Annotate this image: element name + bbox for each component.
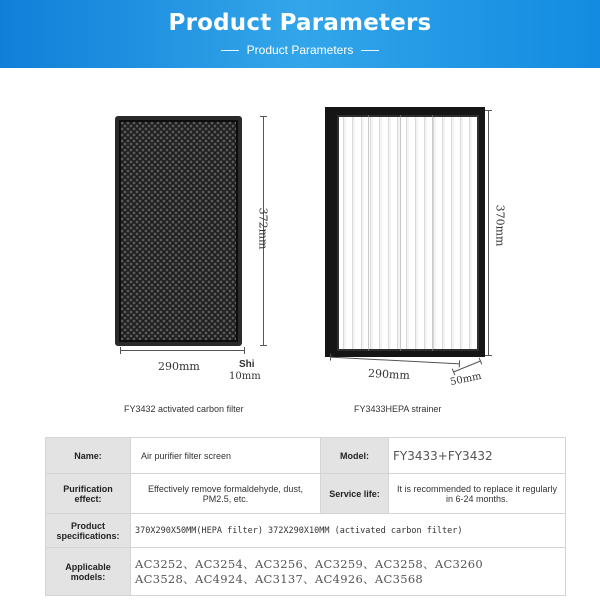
applicable-models-label: Applicable models:	[46, 548, 131, 596]
banner-subtitle: Product Parameters	[246, 43, 354, 57]
header-banner	[0, 0, 600, 68]
applicable-models-line-2: AC3528、AC4924、AC3137、AC4926、AC3568	[135, 571, 424, 586]
applicable-models-value	[131, 548, 566, 596]
product-specifications-label: Product specifications:	[46, 514, 131, 548]
hepa-thickness-label: 50mm	[449, 370, 483, 389]
hepa-filter-caption: FY3433HEPA strainer	[354, 404, 442, 414]
table-row	[46, 438, 566, 474]
carbon-thickness-note: Shi	[239, 359, 255, 370]
hepa-width-label: 290mm	[367, 366, 411, 383]
hepa-filter-image	[325, 107, 485, 357]
hepa-height-label: 370mm	[493, 204, 507, 247]
name-value: Air purifier filter screen	[131, 438, 321, 474]
carbon-width-label: 290mm	[158, 360, 200, 373]
purification-effect-label: Purification effect:	[46, 474, 131, 514]
service-life-value: It is recommended to replace it regularly in 6-24 months.	[389, 474, 566, 514]
model-value: FY3433+FY3432	[389, 438, 566, 474]
carbon-filter-caption: FY3432 activated carbon filter	[124, 404, 244, 414]
left-divider	[221, 50, 239, 51]
carbon-height-label: 372mm	[256, 207, 270, 250]
table-row	[46, 474, 566, 514]
applicable-models-line-1: AC3252、AC3254、AC3256、AC3259、AC3258、AC3260	[135, 556, 484, 571]
name-label: Name:	[46, 438, 131, 474]
carbon-width-dimension-line	[120, 350, 245, 351]
banner-subtitle-row	[0, 43, 600, 57]
hepa-height-dimension-line	[488, 110, 489, 356]
activated-carbon-filter-image	[115, 116, 242, 346]
service-life-label: Service life:	[321, 474, 389, 514]
purification-effect-value: Effectively remove formaldehyde, dust, PM2.5, etc.	[131, 474, 321, 514]
product-specifications-value: 370X290X50MM(HEPA filter) 372X290X10MM (activated carbon filter)	[131, 514, 566, 548]
right-divider	[361, 50, 379, 51]
model-label: Model:	[321, 438, 389, 474]
carbon-thickness-label: 10mm	[229, 371, 261, 382]
specification-table	[45, 437, 566, 596]
hepa-width-dimension-line	[330, 357, 460, 365]
banner-title: Product Parameters	[168, 10, 432, 36]
table-row	[46, 514, 566, 548]
table-row	[46, 548, 566, 596]
